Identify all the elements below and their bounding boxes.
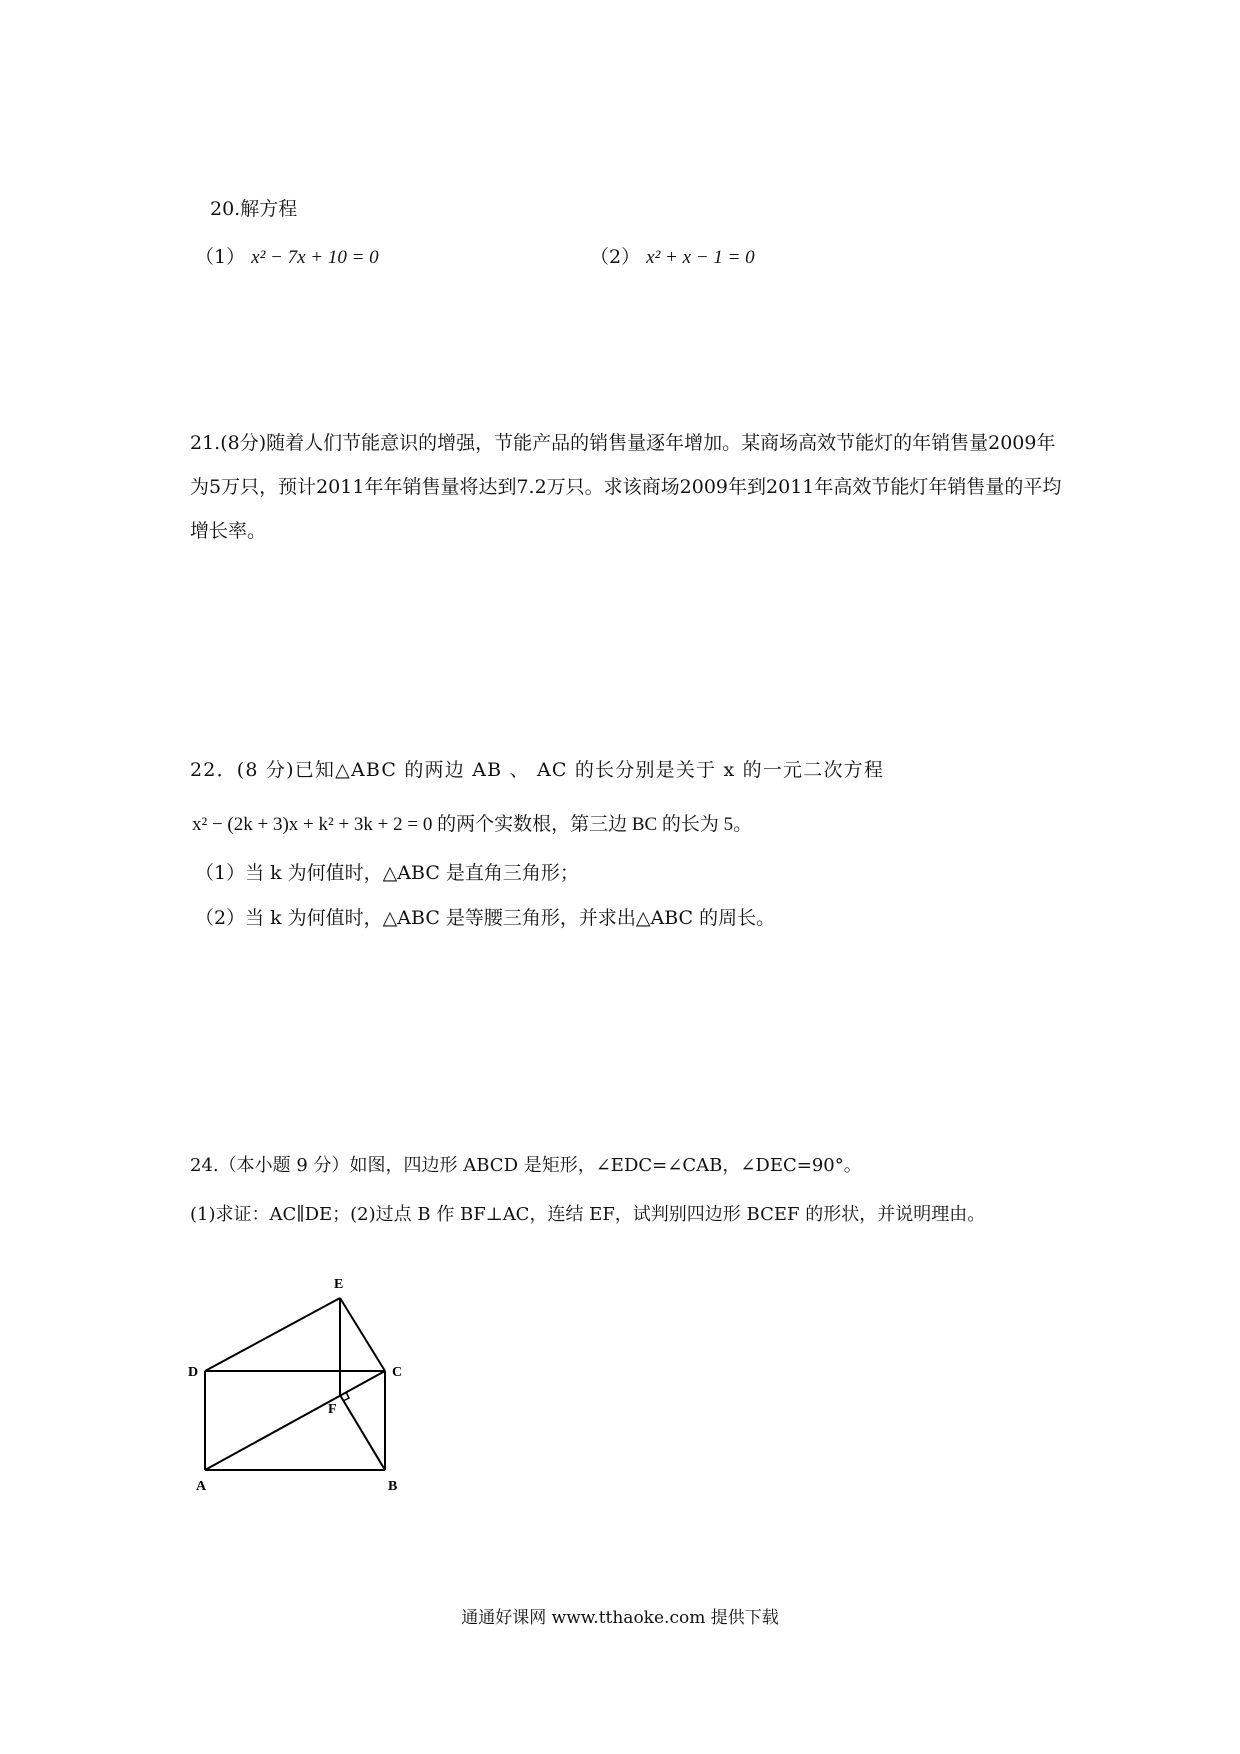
- segment-bf: [340, 1395, 385, 1470]
- q22-line1: 22．(8 分)已知△ABC 的两边 AB 、 AC 的长分别是关于 x 的一元二次方程: [190, 759, 885, 781]
- label-a: A: [196, 1479, 207, 1494]
- q20-part2: [590, 245, 755, 270]
- q24-line1: 24.（本小题 9 分）如图，四边形 ABCD 是矩形，∠EDC=∠CAB，∠DEC=90°。: [190, 1155, 862, 1176]
- q21-text: 21.(8分)随着人们节能意识的增强，节能产品的销售量逐年增加。某商场高效节能灯的年销售量2009年为5万只，预计2011年年销售量将达到7.2万只。求该商场2009年到2011年高效节能灯年销售量的平均增长率。: [190, 432, 1062, 542]
- q22-part1: （1）当 k 为何值时，△ABC 是直角三角形；: [195, 862, 579, 884]
- label-b: B: [388, 1479, 398, 1494]
- label-f: F: [328, 1402, 337, 1417]
- segment-ec: [340, 1298, 385, 1371]
- q22-part2: （2）当 k 为何值时，△ABC 是等腰三角形，并求出△ABC 的周长。: [195, 907, 776, 929]
- segment-ac: [205, 1371, 385, 1470]
- q20-part2-label: （2）: [590, 246, 641, 268]
- label-e: E: [334, 1277, 344, 1292]
- q20-part1-equation: x² − 7x + 10 = 0: [251, 247, 379, 268]
- geometry-figure: [180, 1268, 440, 1508]
- q20-part1: [195, 245, 379, 270]
- q20-part2-equation: x² + x − 1 = 0: [646, 247, 755, 268]
- q22-line2: x² − (2k + 3)x + k² + 3k + 2 = 0 的两个实数根，第三边 BC 的长为 5。: [192, 814, 753, 835]
- label-c: C: [392, 1365, 403, 1380]
- segment-de: [205, 1298, 340, 1371]
- q20-part1-label: （1）: [195, 246, 246, 268]
- footer-source: 通通好课网 www.tthaoke.com 提供下载: [461, 1608, 779, 1628]
- label-d: D: [188, 1365, 199, 1380]
- q24-line2: (1)求证：AC∥DE；(2)过点 B 作 BF⊥AC，连结 EF，试判别四边形 BCEF 的形状，并说明理由。: [190, 1204, 986, 1225]
- q20-title: 20.解方程: [210, 198, 298, 220]
